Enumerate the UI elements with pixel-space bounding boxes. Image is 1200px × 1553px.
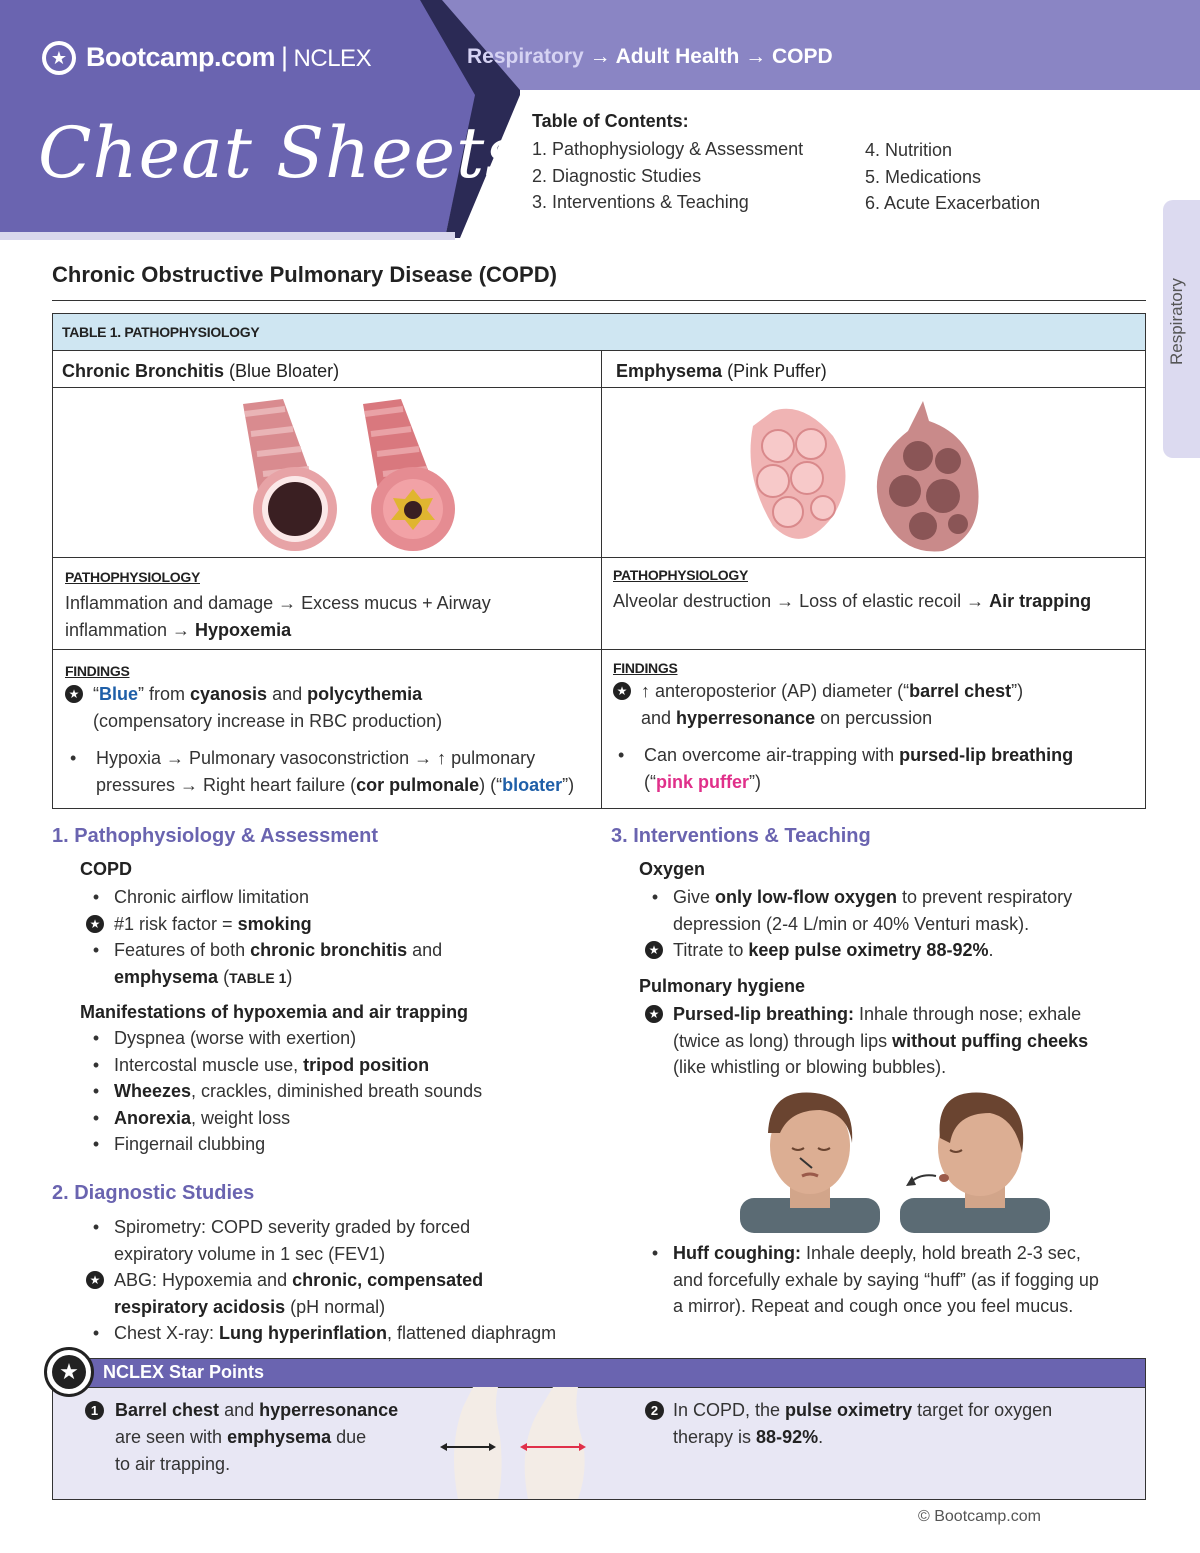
brand-text: Bootcamp.com | NCLEX [86, 42, 372, 72]
section-1-copd-list [86, 884, 546, 991]
col-emphysema: Emphysema (Pink Puffer) [616, 361, 827, 381]
star-points-box [52, 1358, 1146, 1500]
header-shadow [0, 232, 455, 240]
list-item: ★ #1 risk factor = smoking [86, 911, 546, 938]
section-3-sub-hygiene: Pulmonary hygiene [639, 976, 806, 996]
pathophysiology-table [52, 313, 1146, 809]
star-icon: ★ [86, 1271, 104, 1289]
table-column-divider [601, 351, 602, 809]
list-item: • Intercostal muscle use, tripod position [92, 1054, 430, 1075]
breadcrumb: Respiratory → Adult Health → COPD [467, 45, 833, 68]
toc-item[interactable]: 6. Acute Exacerbation [865, 193, 1041, 213]
barrel-chest-image [520, 1387, 586, 1499]
section-1-sub-copd: COPD [80, 859, 133, 879]
pursed-lip-breathing-illustration [740, 1088, 1050, 1233]
section-1-sub-manifestations: Manifestations of hypoxemia and air trapping [80, 1002, 469, 1022]
list-item: • Huff coughing: Inhale deeply, hold breath 2-3 sec, and forcefully exhale by saying “huff” (as if fogging up a mirror). Repeat and cough once you feel mucus. [651, 1243, 1099, 1316]
table-divider [53, 557, 1145, 558]
inflamed-bronchus-image [363, 399, 455, 551]
star-points-header [53, 1359, 1145, 1388]
normal-chest-image [440, 1387, 502, 1499]
toc-item[interactable]: 4. Nutrition [865, 140, 953, 160]
toc-item[interactable]: 3. Interventions & Teaching [532, 192, 749, 212]
toc-item[interactable]: 5. Medications [865, 166, 982, 187]
toc-left [532, 136, 803, 216]
star-point-1: 1 Barrel chest and hyperresonance are seen with emphysema due to air trapping. [85, 1397, 398, 1478]
list-item: ★ ABG: Hypoxemia and chronic, compensated respiratory acidosis (pH normal) [86, 1267, 586, 1320]
number-2-icon: 2 [645, 1401, 664, 1420]
em-findings: FINDINGS ★ ↑ anteroposterior (AP) diameter (“barrel chest”) and hyperresonance on percussion • Can overcome air-trapping with pursed-lip breathing (“pink puffer”) [613, 660, 1143, 796]
cb-pathophysiology: PATHOPHYSIOLOGY Inflammation and damage → Excess mucus + Airway inflammation → Hypoxemia [65, 569, 491, 640]
cb-finding-2: • Hypoxia → Pulmonary vasoconstriction → ↑ pulmonary pressures → Right heart failure (cor pulmonale) (“bloater”) [65, 745, 595, 799]
star-points-title: NCLEX Star Points [103, 1362, 265, 1382]
side-tab-respiratory[interactable]: Respiratory [1163, 200, 1200, 458]
table-divider [53, 649, 1145, 650]
list-item: • Dyspnea (worse with exertion) [92, 1028, 357, 1048]
section-3-oxygen-list [645, 884, 1145, 964]
alveoli-illustration [733, 396, 993, 556]
star-icon: ★ [613, 682, 631, 700]
star-icon: ★ [645, 941, 663, 959]
breadcrumb-copd[interactable]: COPD [771, 45, 833, 68]
bootcamp-logo-icon: ★ [42, 41, 76, 75]
section-2-title: 2. Diagnostic Studies [52, 1182, 255, 1204]
section-3-hygiene-list [645, 1001, 1145, 1081]
section-1-title: 1. Pathophysiology & Assessment [52, 825, 379, 847]
cheat-sheets-title: Cheat Sheets [38, 112, 523, 194]
list-item: ★ Pursed-lip breathing: Inhale through nose; exhale (twice as long) through lips without puffing cheeks (like whistling or blowing bubbles). [645, 1001, 1145, 1081]
title-divider [52, 300, 1146, 301]
table-heading: TABLE 1. PATHOPHYSIOLOGY [53, 314, 1145, 351]
col-chronic-bronchitis: Chronic Bronchitis (Blue Bloater) [62, 361, 340, 381]
list-item: • Chronic airflow limitation [92, 887, 310, 907]
em-pathophysiology: PATHOPHYSIOLOGY Alveolar destruction → Loss of elastic recoil → Air trapping [613, 567, 1092, 611]
section-3-sub-oxygen: Oxygen [639, 859, 706, 879]
page-title: Chronic Obstructive Pulmonary Disease (COPD) [52, 262, 557, 287]
bullet-icon: • [70, 748, 77, 768]
list-item: • Features of both chronic bronchitis and emphysema (TABLE 1) [92, 940, 443, 987]
breadcrumb-respiratory[interactable]: Respiratory [467, 45, 584, 68]
list-item: • Fingernail clubbing [92, 1134, 266, 1154]
list-item: • Anorexia, weight loss [92, 1107, 291, 1128]
star-badge-icon: ★ [44, 1347, 94, 1397]
section-3-huff-list [645, 1240, 1155, 1320]
section-2-list [86, 1214, 586, 1347]
breadcrumb-adult-health[interactable]: Adult Health [615, 45, 740, 68]
star-point-2: 2 In COPD, the pulse oximetry target for oxygen therapy is 88-92%. [645, 1397, 1052, 1451]
normal-bronchus-image [243, 399, 337, 551]
table-divider [53, 387, 1145, 388]
exhale-face-image [900, 1093, 1050, 1233]
cb-findings: FINDINGS ★ “Blue” from cyanosis and polycythemia (compensatory increase in RBC production) • Hypoxia → Pulmonary vasoconstriction → ↑ pulmonary pressures → Right heart failure (cor pulmonale) (“bloater”) [65, 663, 595, 799]
number-1-icon: 1 [85, 1401, 104, 1420]
emphysema-alveoli-image [877, 401, 979, 552]
cb-finding-1: ★ “Blue” from cyanosis and polycythemia (compensatory increase in RBC production) [65, 681, 595, 735]
toc-item[interactable]: 1. Pathophysiology & Assessment [532, 139, 804, 159]
toc-item[interactable]: 2. Diagnostic Studies [532, 165, 702, 186]
section-3-title: 3. Interventions & Teaching [611, 825, 871, 847]
em-finding-2: • Can overcome air-trapping with pursed-lip breathing (“pink puffer”) [613, 742, 1143, 796]
list-item: ★ Titrate to keep pulse oximetry 88-92%. [645, 937, 1145, 964]
inhale-face-image [740, 1093, 880, 1234]
star-icon: ★ [86, 915, 104, 933]
toc-right [865, 137, 1040, 217]
list-item: • Spirometry: COPD severity graded by forced expiratory volume in 1 sec (FEV1) [92, 1217, 471, 1264]
list-item: • Wheezes, crackles, diminished breath sounds [92, 1081, 483, 1101]
toc-title: Table of Contents: [532, 111, 689, 131]
chest-comparison-illustration [438, 1387, 588, 1499]
normal-alveoli-image [751, 409, 846, 539]
copyright: © Bootcamp.com [918, 1508, 1041, 1525]
bronchi-illustration [223, 394, 463, 554]
list-item: • Chest X-ray: Lung hyperinflation, flattened diaphragm [92, 1323, 557, 1343]
star-icon: ★ [645, 1005, 663, 1023]
em-finding-1: ★ ↑ anteroposterior (AP) diameter (“barrel chest”) and hyperresonance on percussion [613, 678, 1143, 732]
section-1-manifestations-list [86, 1025, 546, 1158]
list-item: • Give only low-flow oxygen to prevent respiratory depression (2-4 L/min or 40% Venturi mask). [651, 887, 1073, 934]
bullet-icon: • [618, 745, 625, 765]
star-icon: ★ [65, 685, 83, 703]
